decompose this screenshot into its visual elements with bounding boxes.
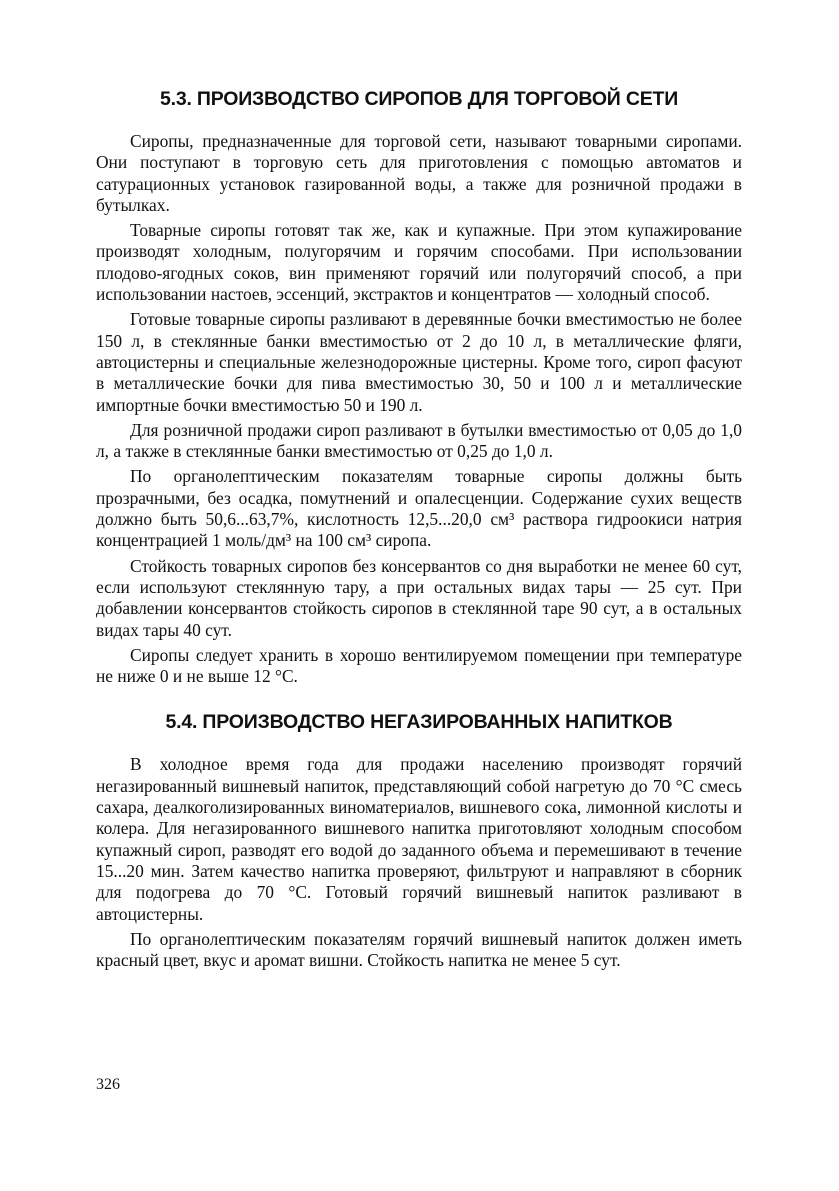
section-5-3-text bbox=[96, 131, 742, 687]
paragraph: В холодное время года для продажи населению производят горячий негазированный вишневый напиток, представляющий собой нагретую до 70 °С смесь сахара, деалкоголизированных виноматериалов, вишневого сока, лимонной кислоты и колера. Для негазированного вишневого напитка приготовляют холодным способом купажный сироп, разводят его водой до заданного объема и перемешивают в течение 15...20 мин. Затем качество напитка проверяют, фильтруют и направляют в сборник для подогрева до 70 °С. Готовый горячий вишневый напиток разливают в автоцистерны. bbox=[96, 754, 742, 924]
page-number: 326 bbox=[96, 1076, 120, 1093]
section-heading-5-4: 5.4. ПРОИЗВОДСТВО НЕГАЗИРОВАННЫХ НАПИТКОВ bbox=[165, 711, 673, 734]
paragraph: По органолептическим показателям товарные сиропы должны быть прозрачными, без осадка, помутнений и опалесценции. Содержание сухих веществ должно быть 50,6...63,7%, кислотность 12,5...20,0 см³ раствора гидроокиси натрия концентрацией 1 моль/дм³ на 100 см³ сиропа. bbox=[96, 466, 742, 551]
page-body bbox=[96, 84, 742, 975]
paragraph: Сиропы следует хранить в хорошо вентилируемом помещении при температуре не ниже 0 и не выше 12 °С. bbox=[96, 644, 742, 687]
paragraph: Готовые товарные сиропы разливают в деревянные бочки вместимостью не более 150 л, в стеклянные банки вместимостью от 2 до 10 л, в металлические фляги, автоцистерны и специальные железнодорожные цистерны. Кроме того, сироп фасуют в металлические бочки для пива вместимостью 30, 50 и 100 л и металлические импортные бочки вместимостью 50 и 190 л. bbox=[96, 309, 742, 415]
paragraph: Товарные сиропы готовят так же, как и купажные. При этом купажирование производят холодным, полугорячим и горячим способами. При использовании плодово-ягодных соков, вин применяют горячий или полугорячий способ, а при использовании настоев, эссенций, экстрактов и концентратов — холодный способ. bbox=[96, 220, 742, 305]
paragraph: Для розничной продажи сироп разливают в бутылки вместимостью от 0,05 до 1,0 л, а также в стеклянные банки вместимостью от 0,25 до 1,0 л. bbox=[96, 419, 742, 462]
paragraph: По органолептическим показателям горячий вишневый напиток должен иметь красный цвет, вкус и аромат вишни. Стойкость напитка не менее 5 сут. bbox=[96, 928, 742, 971]
paragraph: Стойкость товарных сиропов без консервантов со дня выработки не менее 60 сут, если используют стеклянную тару, а при остальных видах тары — 25 сут. При добавлении консервантов стойкость сиропов в стеклянной таре 90 сут, а в остальных видах тары 40 сут. bbox=[96, 555, 742, 640]
paragraph: Сиропы, предназначенные для торговой сети, называют товарными сиропами. Они поступают в торговую сеть для приготовления с помощью автоматов и сатурационных установок газированной воды, а также для розничной продажи в бутылках. bbox=[96, 131, 742, 215]
section-5-4-text bbox=[96, 754, 742, 971]
section-heading-5-3: 5.3. ПРОИЗВОДСТВО СИРОПОВ ДЛЯ ТОРГОВОЙ СЕТИ bbox=[159, 88, 679, 110]
